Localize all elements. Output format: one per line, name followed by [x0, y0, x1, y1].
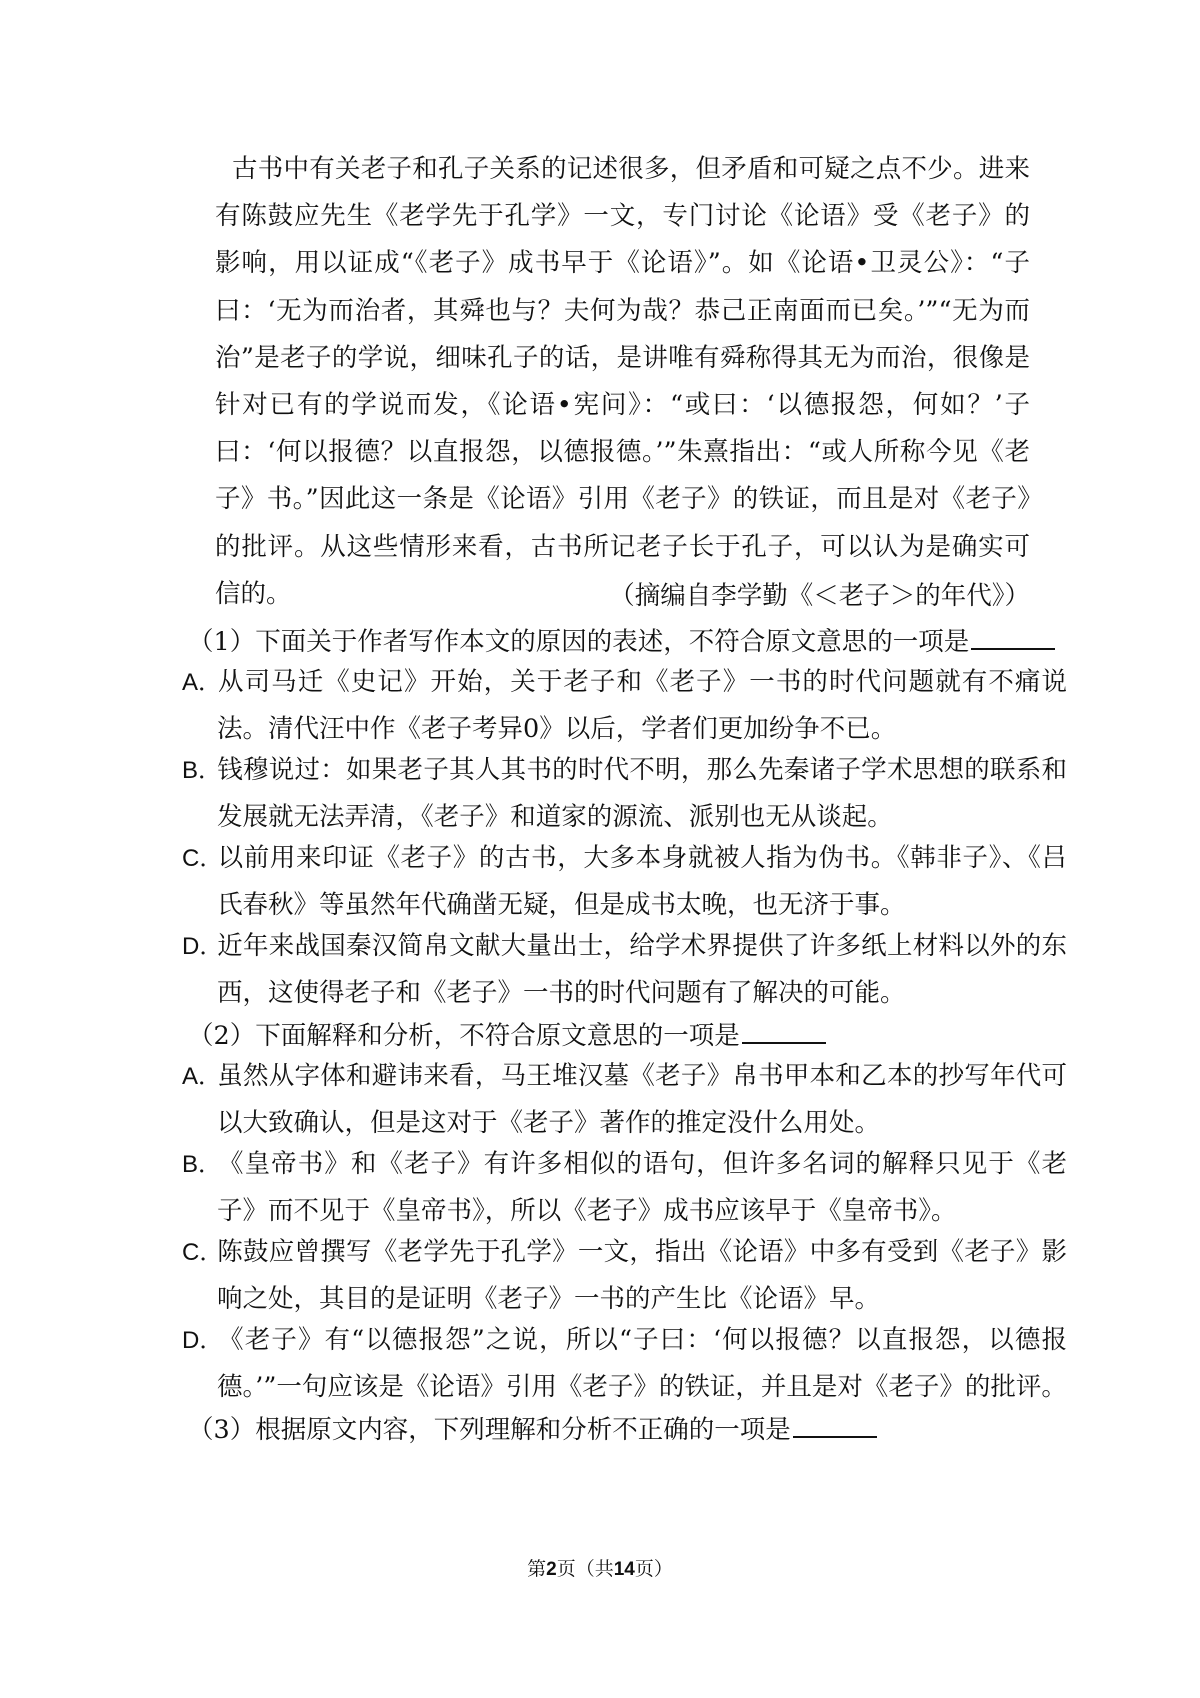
option-text: 《老子》有“以德报怨”之说，所以“子曰：‘何以报德？以直报怨，以德报德。’”一句应该是《论语》引用《老子》的铁证，并且是对《老子》的批评。 — [217, 1325, 1067, 1403]
footer-suffix: 页） — [634, 1558, 673, 1580]
question-2-option-a — [182, 1053, 1067, 1147]
question-2-option-d — [182, 1317, 1067, 1411]
answer-blank-3 — [793, 1410, 877, 1438]
question-2-text: （2）下面解释和分析，不符合原文意思的一项是 — [188, 1021, 740, 1051]
question-1-option-b — [182, 747, 1067, 841]
footer-total-pages: 14 — [613, 1559, 635, 1580]
option-letter: C． — [182, 845, 224, 872]
question-3-text: （3）根据原文内容，下列理解和分析不正确的一项是 — [188, 1415, 791, 1445]
option-letter: D． — [182, 1327, 224, 1354]
option-text: 近年来战国秦汉简帛文献大量出士，给学术界提供了许多纸上材料以外的东西，这使得老子和《老子》一书的时代问题有了解决的可能。 — [217, 931, 1067, 1009]
option-text: 虽然从字体和避讳来看，马王堆汉墓《老子》帛书甲本和乙本的抄写年代可以大致确认，但是这对于《老子》著作的推定没什么用处。 — [217, 1061, 1067, 1139]
footer-prefix: 第 — [527, 1558, 547, 1580]
question-2-option-b — [182, 1141, 1067, 1235]
option-letter: A． — [182, 1063, 223, 1090]
question-2-option-c — [182, 1229, 1067, 1323]
question-1-option-a — [182, 659, 1067, 753]
question-1-option-d — [182, 923, 1067, 1017]
question-1 — [188, 622, 1055, 660]
option-letter: B． — [182, 1151, 223, 1178]
option-letter: D． — [182, 933, 224, 960]
option-text: 从司马迁《史记》开始，关于老子和《老子》一书的时代问题就有不痛说法。清代汪中作《老子考异0》以后，学者们更加纷争不已。 — [217, 667, 1067, 745]
option-text: 钱穆说过：如果老子其人其书的时代不明，那么先秦诸子学术思想的联系和发展就无法弄清，《老子》和道家的源流、派别也无从谈起。 — [217, 755, 1067, 833]
option-text: 《皇帝书》和《老子》有许多相似的语句，但许多名词的解释只见于《老子》而不见于《皇帝书》，所以《老子》成书应该早于《皇帝书》。 — [217, 1149, 1067, 1227]
page-footer — [0, 1556, 1200, 1583]
passage-paragraph: 古书中有关老子和孔子关系的记述很多，但矛盾和可疑之点不少。进来有陈鼓应先生《老学先于孔学》一文，专门讨论《论语》受《老子》的影响，用以证成“《老子》成书早于《论语》”。如《论语•卫灵公》：“子曰：‘无为而治者，其舜也与？夫何为哉？恭己正南面而已矣。’”“无为而治”是老子的学说，细味孔子的话，是讲唯有舜称得其无为而治，很像是针对已有的学说而发，《论语•宪问》：“或曰：‘以德报怨，何如？’子曰：‘何以报德？以直报怨，以德报德。’”朱熹指出：“或人所称今见《老子》书。”因此这一条是《论语》引用《老子》的铁证，而且是对《老子》的批评。从这些情形来看，古书所记老子长于孔子，可以认为是确实可信的。 — [215, 154, 1030, 609]
answer-blank-2 — [742, 1016, 826, 1044]
footer-middle: 页（共 — [556, 1558, 614, 1580]
option-letter: A． — [182, 669, 223, 696]
option-text: 以前用来印证《老子》的古书，大多本身就被人指为伪书。《韩非子》、《吕氏春秋》等虽然年代确凿无疑，但是成书太晚，也无济于事。 — [217, 843, 1067, 921]
question-3 — [188, 1410, 877, 1448]
question-1-text: （1）下面关于作者写作本文的原因的表述，不符合原文意思的一项是 — [188, 627, 970, 657]
question-1-option-c — [182, 835, 1067, 929]
answer-blank-1 — [971, 622, 1055, 650]
footer-page-number: 2 — [546, 1559, 557, 1580]
option-letter: B． — [182, 757, 223, 784]
passage-source: （摘编自李学勤《＜老子＞的年代》） — [609, 581, 1030, 611]
option-letter: C． — [182, 1239, 224, 1266]
option-text: 陈鼓应曾撰写《老学先于孔学》一文，指出《论语》中多有受到《老子》影响之处，其目的是证明《老子》一书的产生比《论语》早。 — [217, 1237, 1067, 1315]
question-2 — [188, 1016, 826, 1054]
